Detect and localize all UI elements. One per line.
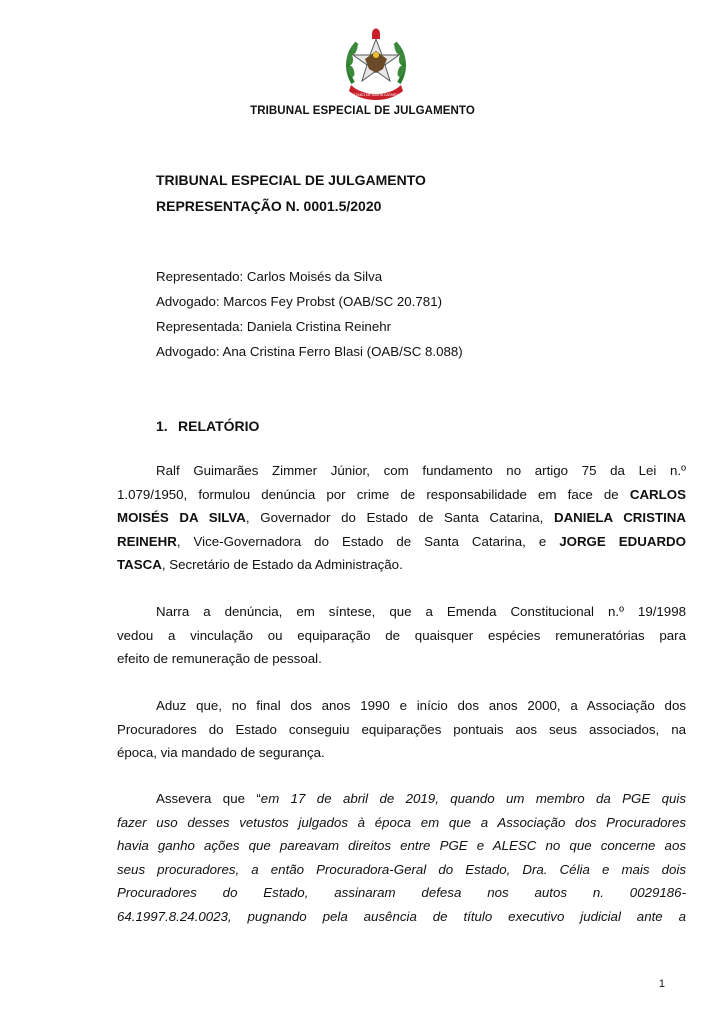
text: , Governador do Estado de Santa Catarina,	[245, 510, 554, 526]
seal-motto: ESTADO DE SANTA CATARINA	[350, 93, 402, 97]
party-line: Representado: Carlos Moisés da Silva	[156, 269, 383, 284]
document-title-block	[156, 167, 686, 219]
section-title: RELATÓRIO	[178, 418, 260, 434]
bold-name: JORGE EDUARDO	[559, 533, 686, 549]
party-line: Advogado: Ana Cristina Ferro Blasi (OAB/SC 8.088)	[156, 344, 463, 359]
paragraph-line: havia ganho ações que pareavam direitos entre PGE e ALESC no que concerne aos	[117, 838, 686, 854]
bold-name: TASCA	[117, 557, 162, 573]
paragraph-4	[117, 787, 686, 929]
paragraph-3	[117, 694, 686, 765]
paragraph-line	[117, 787, 686, 811]
text: Assevera que “	[156, 791, 261, 806]
header-institution: TRIBUNAL ESPECIAL DE JULGAMENTO	[250, 105, 475, 117]
text: , Secretário de Estado da Administração.	[161, 557, 403, 573]
section-heading	[156, 418, 686, 434]
title-line-2: REPRESENTAÇÃO N. 0001.5/2020	[156, 198, 382, 214]
bold-name: DANIELA CRISTINA	[553, 510, 686, 526]
bold-name: REINEHR	[117, 533, 177, 549]
text: 1.079/1950, formulou denúncia por crime de responsabilidade em face de	[117, 486, 630, 502]
paragraph-line: vedou a vinculação ou equiparação de quaisquer espécies remuneratórias para	[117, 627, 686, 643]
paragraph-line	[117, 483, 686, 507]
section-number: 1.	[156, 418, 168, 434]
party-line: Representada: Daniela Cristina Reinehr	[156, 319, 392, 334]
paragraph-line: Narra a denúncia, em síntese, que a Emenda Constitucional n.º 19/1998	[156, 604, 686, 619]
paragraph-line: Aduz que, no final dos anos 1990 e início dos anos 2000, a Associação dos	[156, 698, 686, 713]
party-line: Advogado: Marcos Fey Probst (OAB/SC 20.781)	[156, 294, 443, 309]
paragraph-line: efeito de remuneração de pessoal.	[117, 651, 322, 667]
paragraph-1	[117, 459, 686, 577]
paragraph-line: Procuradores do Estado conseguiu equiparações pontuais aos seus associados, na	[117, 721, 686, 737]
paragraph-line	[117, 553, 686, 577]
state-coat-of-arms-icon	[343, 25, 409, 105]
quote-text: em 17 de abril de 2019, quando um membro da PGE quis	[260, 791, 686, 806]
parties-list	[156, 264, 686, 364]
text: Ralf Guimarães Zimmer Júnior, com fundamento no artigo 75 da Lei n.º	[156, 463, 686, 478]
paragraph-line: Procuradores do Estado, assinaram defesa nos autos n. 0029186-	[117, 885, 686, 901]
title-line-1: TRIBUNAL ESPECIAL DE JULGAMENTO	[156, 172, 426, 188]
paragraph-2	[117, 600, 686, 671]
page-number: 1	[658, 978, 665, 990]
paragraph-line: seus procuradores, a então Procuradora-Geral do Estado, Dra. Célia e mais dois	[117, 861, 686, 877]
paragraph-line: 64.1997.8.24.0023, pugnando pela ausência de título executivo judicial ante a	[117, 908, 686, 924]
bold-name: MOISÉS DA SILVA	[117, 510, 246, 526]
paragraph-line	[117, 459, 686, 483]
paragraph-line: fazer uso desses vetustos julgados à época em que a Associação dos Procuradores	[117, 814, 686, 830]
bold-name: CARLOS	[629, 486, 686, 502]
paragraph-line: época, via mandado de segurança.	[117, 745, 325, 761]
paragraph-line	[117, 530, 686, 554]
paragraph-line	[117, 506, 686, 530]
text: , Vice-Governadora do Estado de Santa Catarina, e	[176, 533, 560, 549]
